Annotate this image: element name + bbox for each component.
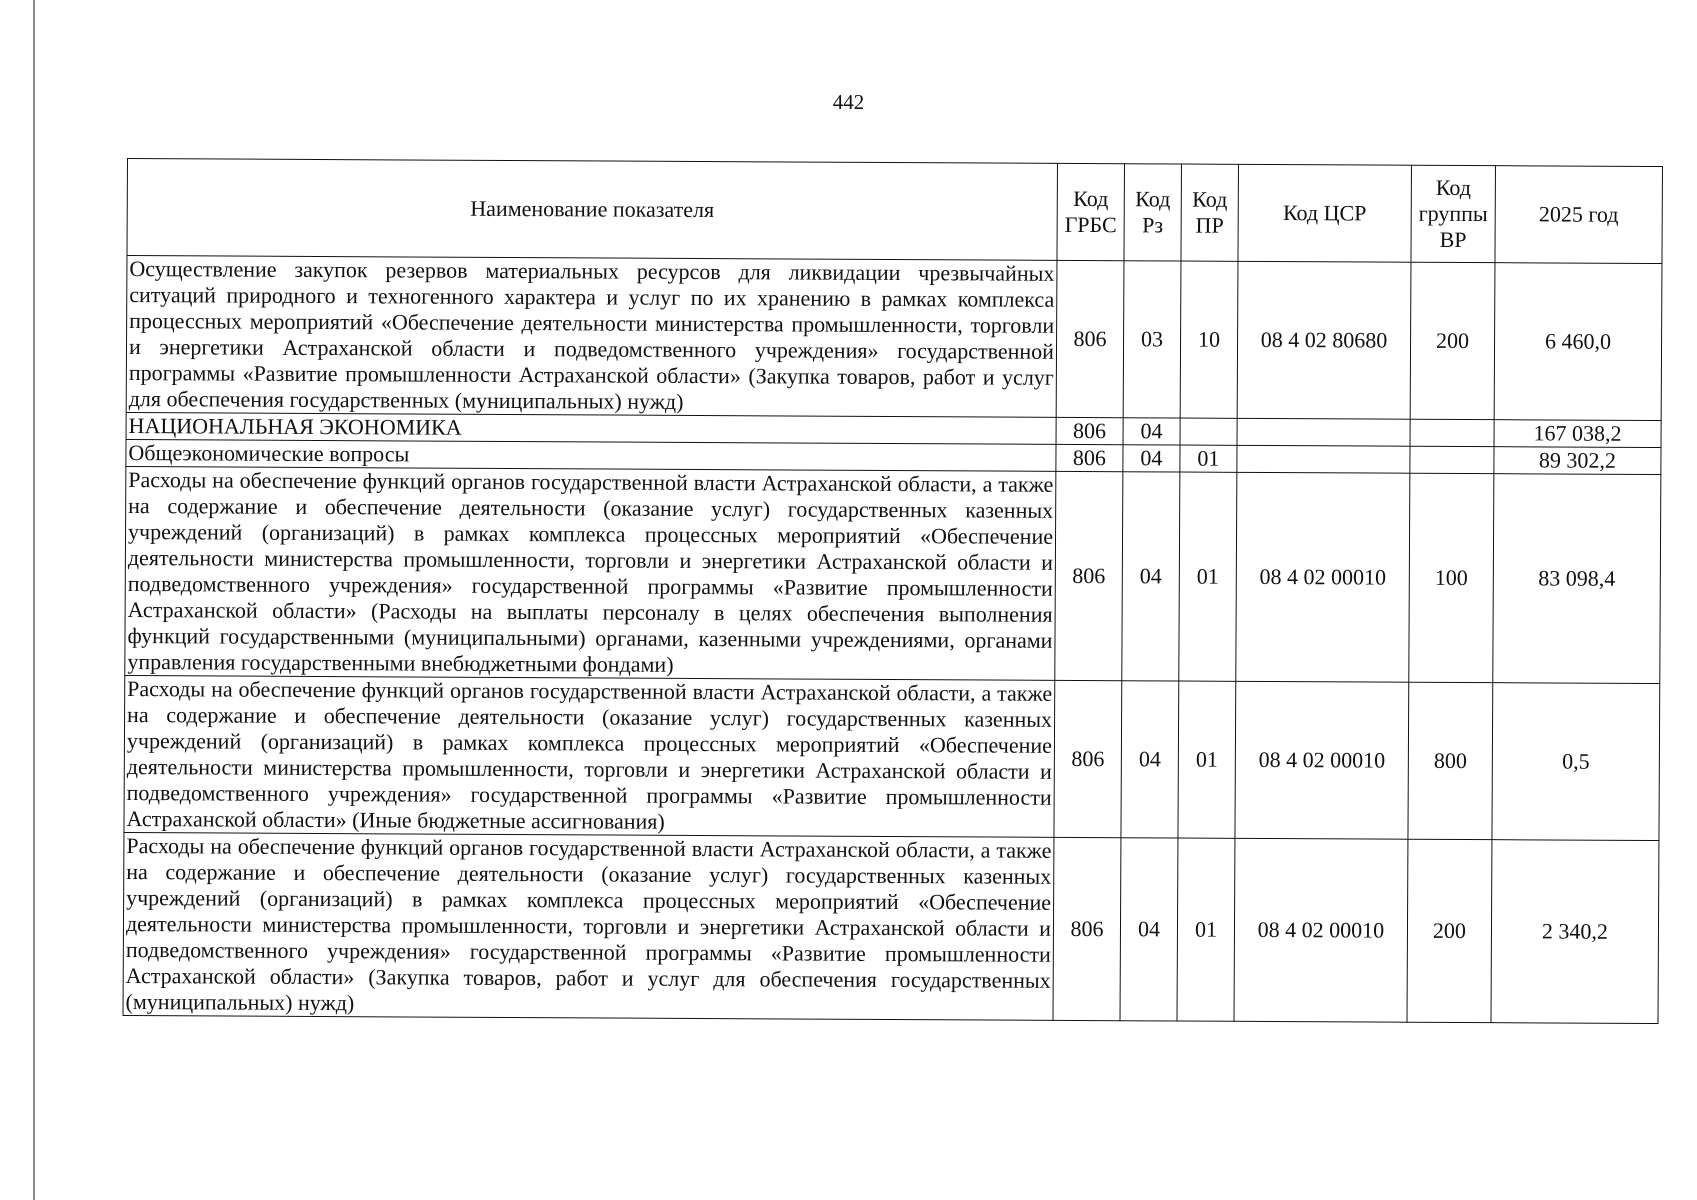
row-rz: 04 [1122, 472, 1180, 681]
row-csr: 08 4 02 00010 [1234, 838, 1408, 1022]
row-vr [1410, 446, 1494, 473]
table-row [123, 832, 1659, 1023]
row-amount: 0,5 [1492, 683, 1660, 841]
row-rz: 04 [1123, 445, 1180, 472]
row-vr: 200 [1407, 839, 1492, 1022]
row-csr: 08 4 02 00010 [1236, 472, 1410, 682]
row-amount: 83 098,4 [1493, 474, 1661, 684]
row-grbs: 806 [1053, 837, 1121, 1020]
row-grbs: 806 [1055, 471, 1123, 680]
row-pr: 10 [1180, 261, 1238, 418]
header-csr-code: Код ЦСР [1238, 164, 1412, 262]
row-name: Расходы на обеспечение функций органов государственной власти Астраханской области, а также на содержание и обеспечение деятельности (оказание услуг) государственных казенных учреждений (организаций) в рамках комплекса процессных мероприятий «Обеспечение деятельности министерства промышленности, торговли и энергетики Астраханской области и подведомственного учреждения» государственной программы «Развитие промышленности Астраханской области» (Расходы на выплаты персоналу в целях обеспечения выполнения функций государственными (муниципальными) органами, казенными учреждениями, органами управления государственными внебюджетными фондами) [125, 466, 1056, 680]
row-rz: 04 [1120, 838, 1178, 1021]
table-row [126, 256, 1662, 421]
row-pr: 01 [1180, 445, 1237, 472]
row-pr: 01 [1179, 472, 1237, 681]
row-amount: 89 302,2 [1494, 447, 1661, 475]
row-grbs: 806 [1056, 417, 1123, 444]
row-vr: 800 [1408, 682, 1493, 839]
row-name: НАЦИОНАЛЬНАЯ ЭКОНОМИКА [126, 412, 1056, 444]
scan-edge-line [33, 0, 35, 1200]
page-number: 442 [832, 90, 865, 114]
budget-table [123, 158, 1663, 1024]
row-csr: 08 4 02 00010 [1235, 681, 1409, 839]
header-year-2025: 2025 год [1495, 166, 1663, 264]
row-vr: 100 [1409, 473, 1494, 682]
row-csr [1237, 418, 1410, 446]
row-rz: 04 [1121, 681, 1179, 838]
row-grbs: 806 [1056, 260, 1124, 417]
row-csr: 08 4 02 80680 [1237, 261, 1411, 419]
row-csr [1237, 445, 1410, 473]
row-pr: 01 [1178, 681, 1236, 838]
row-amount: 2 340,2 [1491, 840, 1659, 1024]
header-pr-code: Код ПР [1181, 164, 1239, 261]
header-vr-group-code: Код группы ВР [1411, 165, 1496, 262]
header-indicator-name: Наименование показателя [127, 159, 1057, 261]
header-rz-code: Код Рз [1124, 164, 1182, 261]
row-name: Общеэкономические вопросы [126, 439, 1056, 471]
row-pr: 01 [1177, 838, 1235, 1021]
row-vr [1410, 419, 1494, 446]
row-rz: 03 [1123, 261, 1181, 418]
row-grbs: 806 [1056, 444, 1123, 471]
row-vr: 200 [1410, 262, 1495, 419]
row-name: Расходы на обеспечение функций органов государственной власти Астраханской области, а также на содержание и обеспечение деятельности (оказание услуг) государственных казенных учреждений (организаций) в рамках комплекса процессных мероприятий «Обеспечение деятельности министерства промышленности, торговли и энергетики Астраханской области и подведомственного учреждения» государственной программы «Развитие промышленности Астраханской области» (Иные бюджетные ассигнования) [124, 675, 1055, 837]
row-amount: 6 460,0 [1494, 263, 1662, 421]
row-name: Расходы на обеспечение функций органов государственной власти Астраханской области, а также на содержание и обеспечение деятельности (оказание услуг) государственных казенных учреждений (организаций) в рамках комплекса процессных мероприятий «Обеспечение деятельности министерства промышленности, торговли и энергетики Астраханской области и подведомственного учреждения» государственной программы «Развитие промышленности Астраханской области» (Закупка товаров, работ и услуг для обеспечения государственных (муниципальных) нужд) [123, 832, 1054, 1020]
row-pr [1180, 418, 1237, 445]
row-rz: 04 [1123, 418, 1180, 445]
table-row [124, 675, 1660, 840]
row-amount: 167 038,2 [1494, 420, 1661, 448]
table-header-row [127, 159, 1662, 264]
table-row [125, 466, 1661, 683]
header-grbs-code: Код ГРБС [1057, 163, 1125, 260]
row-grbs: 806 [1054, 680, 1122, 837]
row-name: Осуществление закупок резервов материальных ресурсов для ликвидации чрезвычайных ситуаций природного и техногенного характера и услуг по их хранению в рамках комплекса процессных мероприятий «Обеспечение деятельности министерства промышленности, торговли и энергетики Астраханской области и подведомственного учреждения» государственной программы «Развитие промышленности Астраханской области» (Закупка товаров, работ и услуг для обеспечения государственных (муниципальных) нужд) [126, 256, 1057, 418]
